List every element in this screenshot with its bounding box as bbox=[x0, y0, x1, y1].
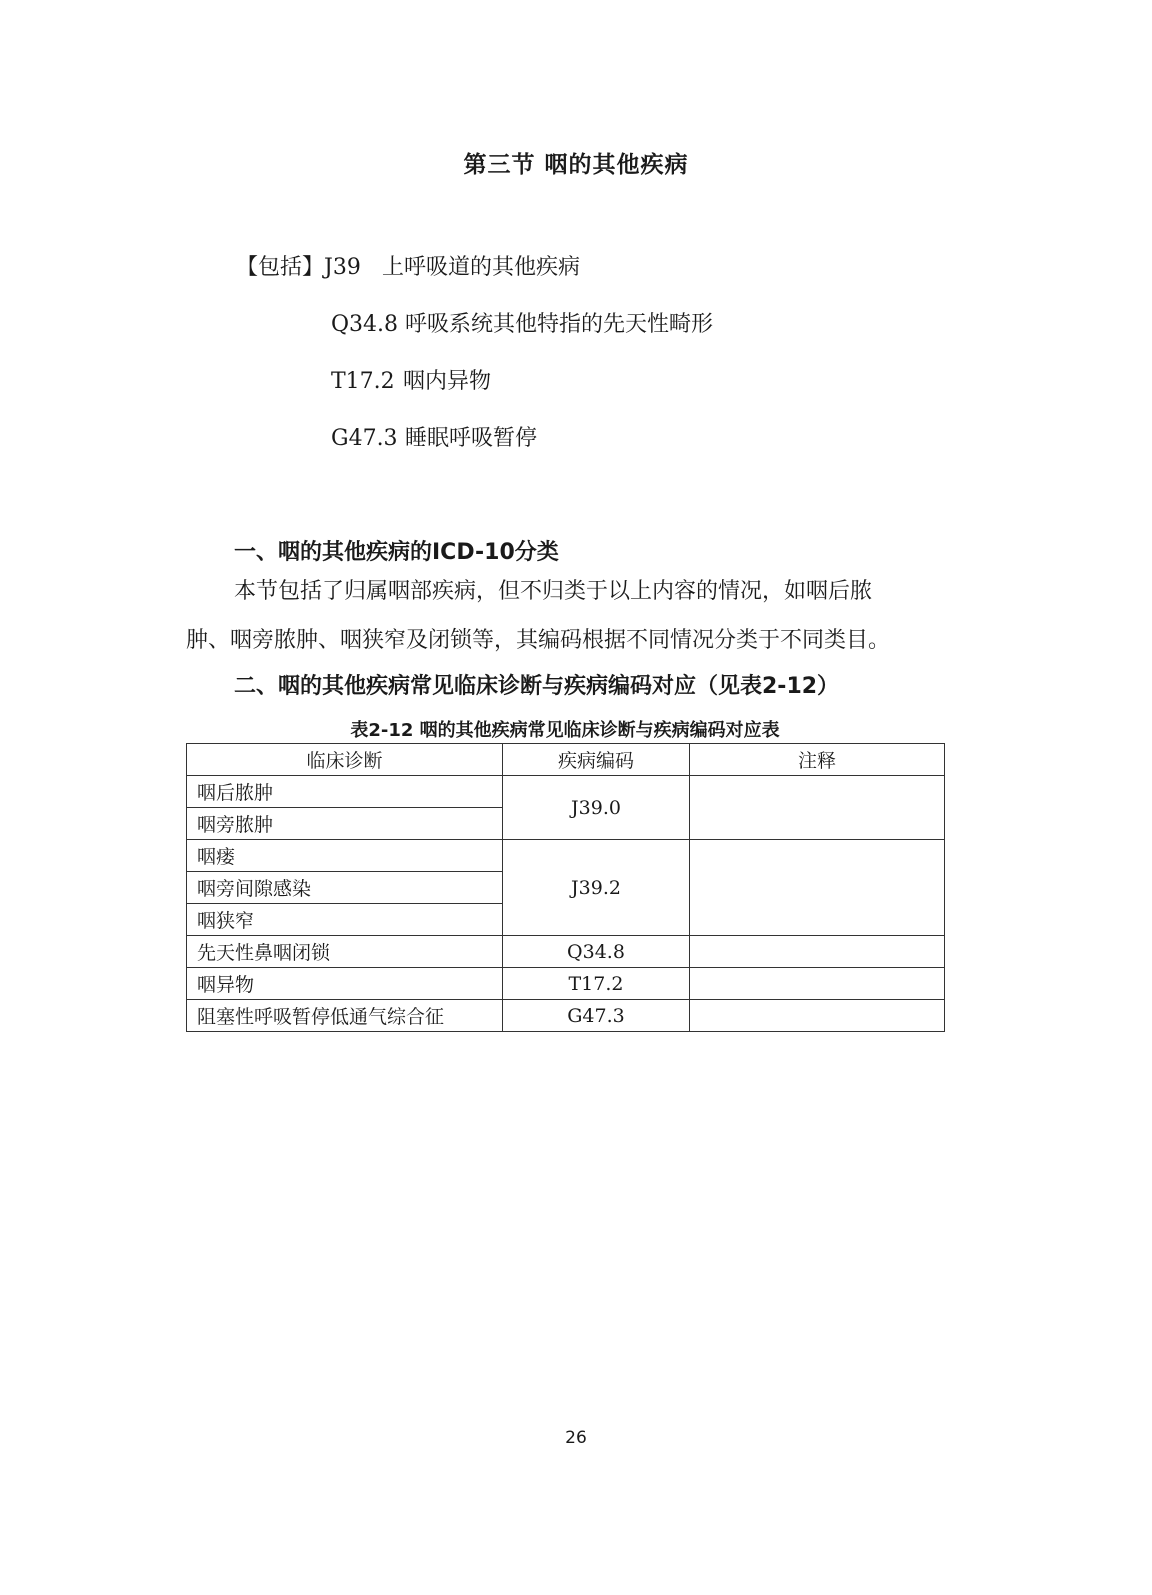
diagnosis-code-table bbox=[186, 743, 945, 1032]
includes-line-2 bbox=[331, 307, 713, 338]
paragraph-line: 本节包括了归属咽部疾病，但不归类于以上内容的情况，如咽后脓 bbox=[234, 579, 873, 604]
include-desc: 睡眠呼吸暂停 bbox=[405, 426, 538, 451]
includes-line-3 bbox=[331, 364, 491, 395]
heading-icd-classification: 一、咽的其他疾病的ICD-10分类 bbox=[234, 540, 559, 565]
code-cell: G47.3 bbox=[503, 1000, 690, 1032]
diagnosis-cell: 咽后脓肿 bbox=[187, 776, 503, 808]
include-code: G47.3 bbox=[331, 426, 398, 451]
table-header-row bbox=[187, 744, 945, 776]
diagnosis-cell: 咽旁间隙感染 bbox=[187, 872, 503, 904]
heading-diagnosis-mapping: 二、咽的其他疾病常见临床诊断与疾病编码对应（见表2-12） bbox=[234, 674, 840, 699]
includes-line-1 bbox=[236, 250, 580, 281]
section-title: 第三节 咽的其他疾病 bbox=[463, 152, 689, 178]
include-code: T17.2 bbox=[331, 369, 395, 394]
diagnosis-cell: 咽旁脓肿 bbox=[187, 808, 503, 840]
code-cell: J39.0 bbox=[503, 776, 690, 840]
table-row bbox=[187, 936, 945, 968]
diagnosis-cell: 咽异物 bbox=[187, 968, 503, 1000]
page-number: 26 bbox=[565, 1428, 587, 1448]
include-desc: 呼吸系统其他特指的先天性畸形 bbox=[405, 312, 714, 337]
includes-label: 【包括】 bbox=[236, 255, 325, 280]
table-row bbox=[187, 840, 945, 872]
notes-cell bbox=[690, 968, 945, 1000]
header-notes: 注释 bbox=[690, 744, 945, 776]
code-cell: T17.2 bbox=[503, 968, 690, 1000]
diagnosis-cell: 先天性鼻咽闭锁 bbox=[187, 936, 503, 968]
code-cell: Q34.8 bbox=[503, 936, 690, 968]
notes-cell bbox=[690, 776, 945, 840]
include-code: Q34.8 bbox=[331, 312, 399, 337]
diagnosis-cell: 咽狭窄 bbox=[187, 904, 503, 936]
notes-cell bbox=[690, 936, 945, 968]
includes-line-4 bbox=[331, 421, 537, 452]
include-code: J39 bbox=[324, 255, 361, 280]
table-row bbox=[187, 776, 945, 808]
header-clinical-diagnosis: 临床诊断 bbox=[187, 744, 503, 776]
notes-cell bbox=[690, 840, 945, 936]
table-row bbox=[187, 1000, 945, 1032]
diagnosis-cell: 阻塞性呼吸暂停低通气综合征 bbox=[187, 1000, 503, 1032]
header-disease-code: 疾病编码 bbox=[503, 744, 690, 776]
diagnosis-cell: 咽瘘 bbox=[187, 840, 503, 872]
code-cell: J39.2 bbox=[503, 840, 690, 936]
notes-cell bbox=[690, 1000, 945, 1032]
include-desc: 上呼吸道的其他疾病 bbox=[382, 255, 581, 280]
table-row bbox=[187, 968, 945, 1000]
include-desc: 咽内异物 bbox=[403, 369, 492, 394]
paragraph-line: 肿、咽旁脓肿、咽狭窄及闭锁等，其编码根据不同情况分类于不同类目。 bbox=[186, 628, 891, 653]
table-caption: 表2-12 咽的其他疾病常见临床诊断与疾病编码对应表 bbox=[350, 720, 780, 741]
